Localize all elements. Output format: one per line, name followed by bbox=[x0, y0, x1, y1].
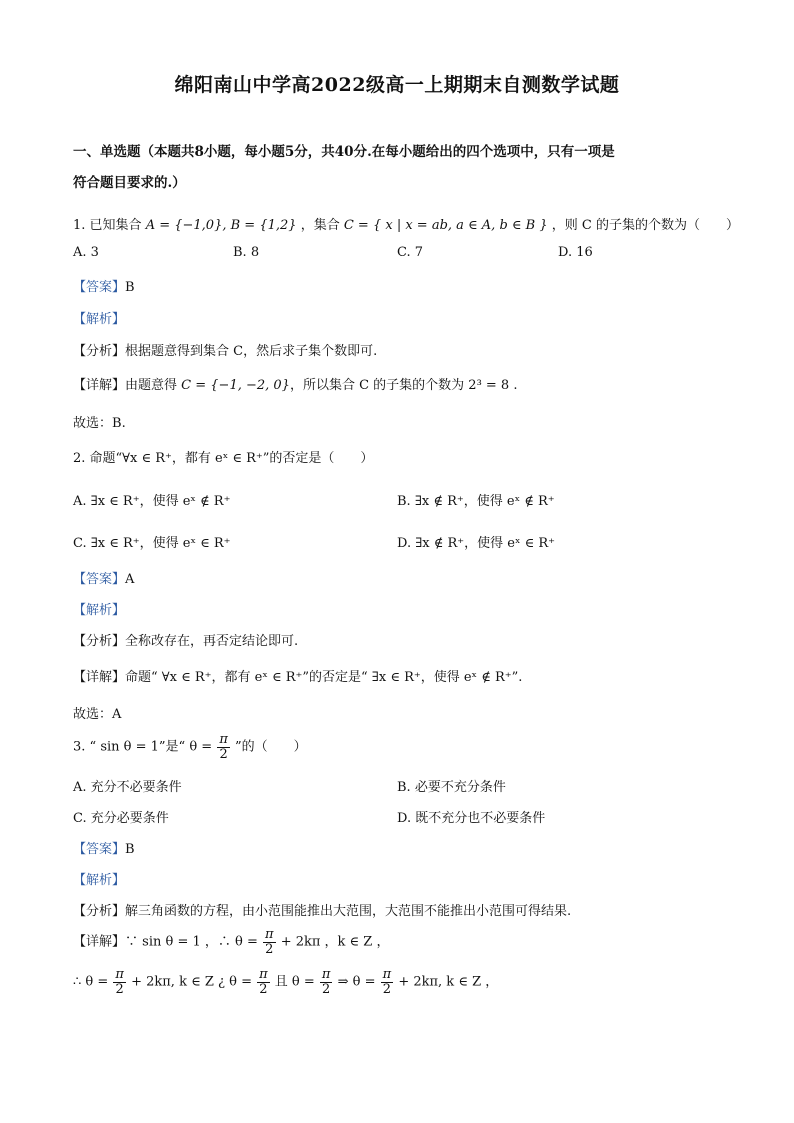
q3-answer bbox=[73, 838, 135, 857]
q3-fenxi bbox=[73, 900, 571, 919]
q1-answer bbox=[73, 276, 135, 295]
q3-option-a: A. 充分不必要条件 bbox=[73, 780, 182, 795]
q1-stem-mid: ，集合 bbox=[300, 218, 340, 233]
q2-xiangjie-text: 命题“ ∀x ∈ R⁺，都有 eˣ ∈ R⁺”的否定是“ ∃x ∈ R⁺，使得 eˣ ∉ R⁺”. bbox=[125, 670, 523, 685]
q3-derivation-d: ⇒ θ = bbox=[337, 974, 376, 990]
q1-xiangjie-set: C = {−1, −2, 0} bbox=[181, 378, 290, 393]
q3-derivation-c: 且 θ = bbox=[274, 974, 315, 990]
q2-option-d: D. ∃x ∉ R⁺，使得 eˣ ∈ R⁺ bbox=[397, 536, 556, 551]
q2-stem: 2. 命题“∀x ∈ R⁺，都有 eˣ ∈ R⁺”的否定是（ ） bbox=[73, 451, 374, 466]
q3-fenxi-text: 解三角函数的方程，由小范围能推出大范围，大范围不能推出小范围可得结果. bbox=[125, 904, 572, 919]
q1-answer-value: B bbox=[125, 280, 135, 295]
document-title: 绵阳南山中学高2022级高一上期期末自测数学试题 bbox=[174, 74, 620, 96]
q3-xiangjie-text-a: ∵ sin θ = 1 ，∴ θ = bbox=[125, 934, 258, 950]
q3-stem bbox=[73, 733, 307, 761]
pi-over-2-fraction: $\frac{\pi}{2}$ bbox=[115, 967, 124, 997]
q1-choose-value: B. bbox=[112, 416, 126, 431]
section-heading-line1: 一、单选题（本题共8小题，每小题5分，共40分.在每小题给出的四个选项中，只有一项是 bbox=[73, 144, 615, 160]
q2-option-b: B. ∃x ∉ R⁺，使得 eˣ ∉ R⁺ bbox=[397, 494, 555, 509]
choose-label: 故选： bbox=[73, 416, 113, 431]
q3-derivation-b: + 2kπ, k ∈ Z ¿ θ = bbox=[131, 974, 252, 990]
answer-label: 【答案】 bbox=[73, 572, 126, 587]
answer-label: 【答案】 bbox=[73, 280, 126, 295]
q3-derivation bbox=[73, 968, 498, 996]
q1-xiangjie-text-a: 由题意得 bbox=[125, 378, 178, 393]
answer-label: 【答案】 bbox=[73, 842, 126, 857]
fenxi-label: 【分析】 bbox=[73, 904, 126, 919]
pi-over-2-fraction: $\frac{\pi}{2}$ bbox=[259, 967, 268, 997]
analysis-label: 【解析】 bbox=[73, 603, 126, 618]
pi-over-2-fraction: $\frac{\pi}{2}$ bbox=[321, 967, 331, 997]
q3-xiangjie bbox=[73, 928, 389, 956]
fenxi-label: 【分析】 bbox=[73, 634, 126, 649]
q3-answer-value: B bbox=[125, 842, 135, 857]
choose-label: 故选： bbox=[73, 707, 113, 722]
q2-fenxi-text: 全称改存在，再否定结论即可. bbox=[125, 634, 299, 649]
section-heading-line2: 符合题目要求的.） bbox=[73, 175, 186, 191]
q1-stem bbox=[73, 214, 739, 233]
q1-stem-suffix: ，则 C 的子集的个数为（ ） bbox=[551, 218, 739, 233]
q2-xiangjie bbox=[73, 666, 522, 685]
q1-option-d: D. 16 bbox=[558, 245, 593, 260]
q2-analysis-label bbox=[73, 599, 125, 618]
pi-over-2-fraction: $\frac{\pi}{2}$ bbox=[265, 927, 274, 957]
q3-xiangjie-text-b: + 2kπ ，k ∈ Z ， bbox=[280, 934, 390, 950]
q1-stem-prefix: 1. 已知集合 bbox=[73, 218, 142, 233]
q3-stem-b: ”的（ ） bbox=[235, 739, 307, 755]
q1-analysis-label bbox=[73, 308, 125, 327]
q3-option-c: C. 充分必要条件 bbox=[73, 811, 169, 826]
q3-analysis-label bbox=[73, 869, 125, 888]
q1-set-ab: A = {−1,0}, B = {1,2} bbox=[145, 218, 297, 233]
q2-answer-value: A bbox=[125, 572, 135, 587]
analysis-label: 【解析】 bbox=[73, 312, 126, 327]
q2-choose-value: A bbox=[112, 707, 122, 722]
q3-derivation-a: ∴ θ = bbox=[73, 974, 109, 990]
q1-xiangjie-text-b: ，所以集合 C 的子集的个数为 2³ = 8 . bbox=[289, 378, 518, 393]
q2-option-a: A. ∃x ∈ R⁺，使得 eˣ ∉ R⁺ bbox=[73, 494, 231, 509]
q1-option-a: A. 3 bbox=[73, 245, 99, 260]
q1-fenxi bbox=[73, 340, 377, 359]
q3-option-d: D. 既不充分也不必要条件 bbox=[397, 811, 546, 826]
analysis-label: 【解析】 bbox=[73, 873, 126, 888]
q1-set-c: C = { x | x = ab, a ∈ A, b ∈ B } bbox=[343, 218, 548, 233]
q2-option-c: C. ∃x ∈ R⁺，使得 eˣ ∈ R⁺ bbox=[73, 536, 231, 551]
q3-option-b: B. 必要不充分条件 bbox=[397, 780, 506, 795]
xiangjie-label: 【详解】 bbox=[73, 934, 126, 950]
q1-xiangjie bbox=[73, 374, 517, 393]
q2-choose bbox=[73, 703, 121, 722]
pi-over-2-fraction: $\frac{\pi}{2}$ bbox=[382, 967, 392, 997]
q1-option-c: C. 7 bbox=[397, 245, 424, 260]
pi-over-2-fraction: $\frac{\pi}{2}$ bbox=[219, 732, 228, 762]
q3-stem-a: 3. “ sin θ = 1”是“ θ = bbox=[73, 739, 213, 755]
q1-option-b: B. 8 bbox=[233, 245, 260, 260]
fenxi-label: 【分析】 bbox=[73, 344, 126, 359]
q1-fenxi-text: 根据题意得到集合 C，然后求子集个数即可. bbox=[125, 344, 378, 359]
q1-choose bbox=[73, 412, 126, 431]
q2-answer bbox=[73, 568, 134, 587]
xiangjie-label: 【详解】 bbox=[73, 378, 126, 393]
xiangjie-label: 【详解】 bbox=[73, 670, 126, 685]
q3-derivation-e: + 2kπ, k ∈ Z ， bbox=[398, 974, 499, 990]
q2-fenxi bbox=[73, 630, 298, 649]
